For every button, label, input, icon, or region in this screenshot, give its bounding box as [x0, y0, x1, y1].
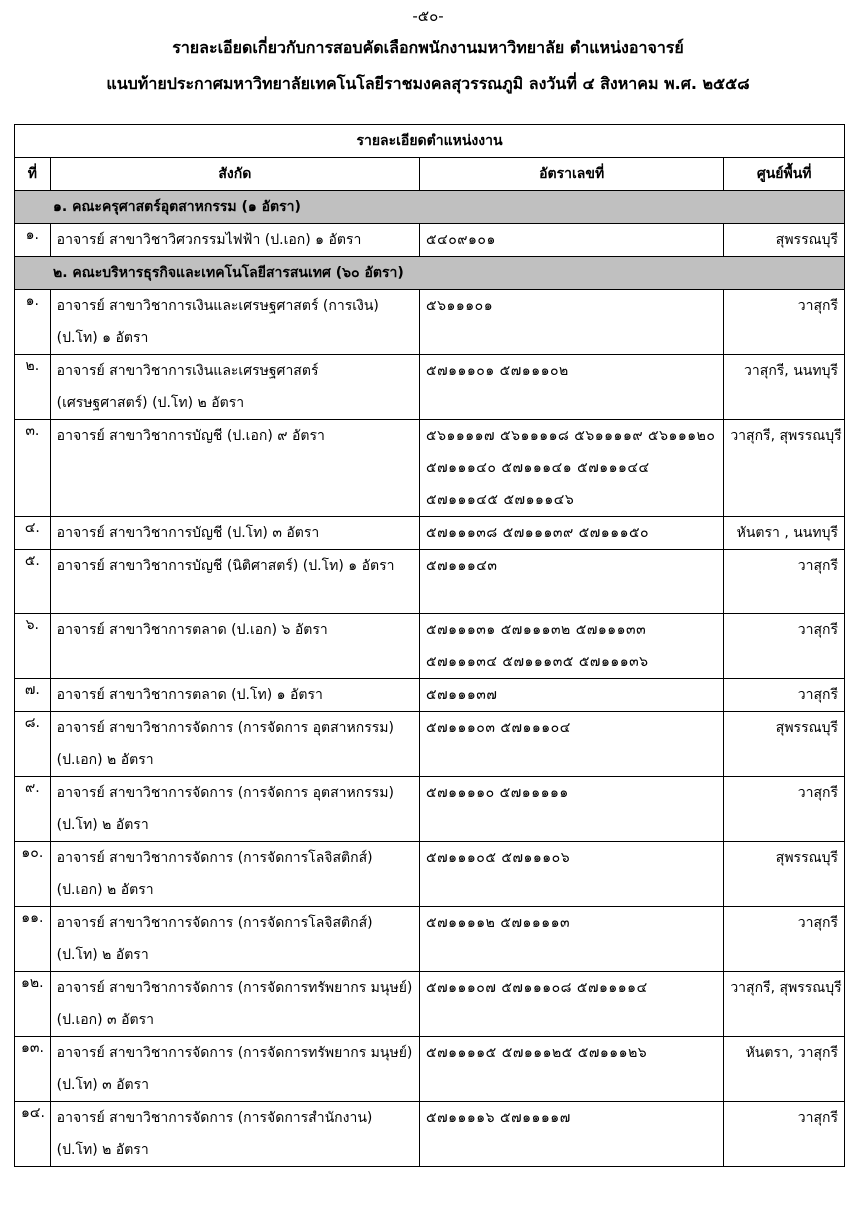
row-position-numbers: ๕๗๑๑๑๑๕ ๕๗๑๑๑๒๕ ๕๗๑๑๑๒๖	[420, 1037, 724, 1102]
table-row	[15, 842, 845, 907]
row-no: ๗.	[15, 679, 51, 712]
document-subtitle: แนบท้ายประกาศมหาวิทยาลัยเทคโนโลยีราชมงคลสุวรรณภูมิ ลงวันที่ ๔ สิงหาคม พ.ศ. ๒๕๕๘	[106, 74, 750, 93]
row-no: ๒.	[15, 355, 51, 420]
row-area: วาสุกรี	[724, 907, 845, 972]
positions-table	[14, 124, 845, 1167]
row-no: ๑๑.	[15, 907, 51, 972]
row-no: ๑๒.	[15, 972, 51, 1037]
table-row	[15, 1102, 845, 1167]
row-area: สุพรรณบุรี	[724, 224, 845, 257]
row-position-numbers: ๕๗๑๑๑๓๘ ๕๗๑๑๑๓๙ ๕๗๑๑๑๕๐	[420, 517, 724, 550]
row-no: ๘.	[15, 712, 51, 777]
row-no: ๑๔.	[15, 1102, 51, 1167]
row-position-numbers: ๕๗๑๑๑๑๒ ๕๗๑๑๑๑๓	[420, 907, 724, 972]
table-row	[15, 517, 845, 550]
row-no: ๑๐.	[15, 842, 51, 907]
table-row	[15, 420, 845, 517]
table-row	[15, 679, 845, 712]
row-area: วาสุกรี	[724, 777, 845, 842]
row-unit: อาจารย์ สาขาวิชาการเงินและเศรษฐศาสตร์ (เศรษฐศาสตร์) (ป.โท) ๒ อัตรา	[50, 355, 419, 420]
section-row	[15, 257, 845, 290]
table-header-row	[15, 158, 845, 191]
row-area: วาสุกรี	[724, 550, 845, 614]
table-row	[15, 355, 845, 420]
row-position-numbers: ๕๗๑๑๑๑๖ ๕๗๑๑๑๑๗	[420, 1102, 724, 1167]
table-row	[15, 614, 845, 679]
table-row	[15, 1037, 845, 1102]
row-no: ๖.	[15, 614, 51, 679]
row-position-numbers: ๕๗๑๑๑๐๗ ๕๗๑๑๑๐๘ ๕๗๑๑๑๑๔	[420, 972, 724, 1037]
section-row	[15, 191, 845, 224]
row-unit: อาจารย์ สาขาวิชาการตลาด (ป.เอก) ๖ อัตรา	[50, 614, 419, 679]
row-no: ๕.	[15, 550, 51, 614]
row-area: สุพรรณบุรี	[724, 842, 845, 907]
table-row	[15, 777, 845, 842]
row-position-numbers: ๕๗๑๑๑๔๓	[420, 550, 724, 614]
row-no: ๑.	[15, 224, 51, 257]
row-unit: อาจารย์ สาขาวิชาการจัดการ (การจัดการโลจิสติกส์) (ป.เอก) ๒ อัตรา	[50, 842, 419, 907]
table-caption: รายละเอียดตำแหน่งงาน	[15, 125, 845, 158]
row-unit: อาจารย์ สาขาวิชาการจัดการ (การจัดการโลจิสติกส์) (ป.โท) ๒ อัตรา	[50, 907, 419, 972]
row-position-numbers: ๕๗๑๑๑๐๑ ๕๗๑๑๑๐๒	[420, 355, 724, 420]
table-row	[15, 972, 845, 1037]
row-no: ๙.	[15, 777, 51, 842]
row-unit: อาจารย์ สาขาวิชาการจัดการ (การจัดการสำนักงาน) (ป.โท) ๒ อัตรา	[50, 1102, 419, 1167]
row-position-numbers: ๕๔๐๙๑๐๑	[420, 224, 724, 257]
row-area: วาสุกรี	[724, 1102, 845, 1167]
table-row	[15, 712, 845, 777]
row-unit: อาจารย์ สาขาวิชาการตลาด (ป.โท) ๑ อัตรา	[50, 679, 419, 712]
page-number: -๕๐-	[412, 7, 444, 25]
row-position-numbers: ๕๖๑๑๑๑๗ ๕๖๑๑๑๑๘ ๕๖๑๑๑๑๙ ๕๖๑๑๑๒๐ ๕๗๑๑๑๔๐ ๕๗๑๑๑๔๑ ๕๗๑๑๑๔๔ ๕๗๑๑๑๔๕ ๕๗๑๑๑๔๖	[420, 420, 724, 517]
row-position-numbers: ๕๗๑๑๑๓๑ ๕๗๑๑๑๓๒ ๕๗๑๑๑๓๓ ๕๗๑๑๑๓๔ ๕๗๑๑๑๓๕ ๕๗๑๑๑๓๖	[420, 614, 724, 679]
table-row	[15, 550, 845, 614]
row-area: หันตรา, วาสุกรี	[724, 1037, 845, 1102]
table-row	[15, 224, 845, 257]
section-label: ๑. คณะครุศาสตร์อุตสาหกรรม (๑ อัตรา)	[15, 191, 845, 224]
row-position-numbers: ๕๖๑๑๑๐๑	[420, 290, 724, 355]
header-position-numbers: อัตราเลขที่	[420, 158, 724, 191]
row-unit: อาจารย์ สาขาวิชาการจัดการ (การจัดการ อุตสาหกรรม) (ป.เอก) ๒ อัตรา	[50, 712, 419, 777]
header-no: ที่	[15, 158, 51, 191]
row-position-numbers: ๕๗๑๑๑๑๐ ๕๗๑๑๑๑๑	[420, 777, 724, 842]
row-area: หันตรา , นนทบุรี	[724, 517, 845, 550]
row-position-numbers: ๕๗๑๑๑๐๕ ๕๗๑๑๑๐๖	[420, 842, 724, 907]
header-unit: สังกัด	[50, 158, 419, 191]
table-caption-row	[15, 125, 845, 158]
row-unit: อาจารย์ สาขาวิชาการบัญชี (ป.โท) ๓ อัตรา	[50, 517, 419, 550]
document-title: รายละเอียดเกี่ยวกับการสอบคัดเลือกพนักงานมหาวิทยาลัย ตำแหน่งอาจารย์	[172, 38, 684, 57]
row-area: วาสุกรี, สุพรรณบุรี	[724, 420, 845, 517]
row-area: วาสุกรี	[724, 290, 845, 355]
table-row	[15, 907, 845, 972]
row-unit: อาจารย์ สาขาวิชาวิศวกรรมไฟฟ้า (ป.เอก) ๑ อัตรา	[50, 224, 419, 257]
header-area: ศูนย์พื้นที่	[724, 158, 845, 191]
row-unit: อาจารย์ สาขาวิชาการเงินและเศรษฐศาสตร์ (การเงิน) (ป.โท) ๑ อัตรา	[50, 290, 419, 355]
row-position-numbers: ๕๗๑๑๑๐๓ ๕๗๑๑๑๐๔	[420, 712, 724, 777]
table-row	[15, 290, 845, 355]
section-label: ๒. คณะบริหารธุรกิจและเทคโนโลยีสารสนเทศ (๖๐ อัตรา)	[15, 257, 845, 290]
row-position-numbers: ๕๗๑๑๑๓๗	[420, 679, 724, 712]
row-area: วาสุกรี	[724, 679, 845, 712]
row-no: ๓.	[15, 420, 51, 517]
row-no: ๔.	[15, 517, 51, 550]
row-area: วาสุกรี, นนทบุรี	[724, 355, 845, 420]
row-unit: อาจารย์ สาขาวิชาการบัญชี (ป.เอก) ๙ อัตรา	[50, 420, 419, 517]
row-area: สุพรรณบุรี	[724, 712, 845, 777]
row-area: วาสุกรี, สุพรรณบุรี	[724, 972, 845, 1037]
row-unit: อาจารย์ สาขาวิชาการจัดการ (การจัดการ อุตสาหกรรม) (ป.โท) ๒ อัตรา	[50, 777, 419, 842]
row-no: ๑.	[15, 290, 51, 355]
row-unit: อาจารย์ สาขาวิชาการจัดการ (การจัดการทรัพยากร มนุษย์) (ป.โท) ๓ อัตรา	[50, 1037, 419, 1102]
row-unit: อาจารย์ สาขาวิชาการจัดการ (การจัดการทรัพยากร มนุษย์) (ป.เอก) ๓ อัตรา	[50, 972, 419, 1037]
row-unit: อาจารย์ สาขาวิชาการบัญชี (นิติศาสตร์) (ป.โท) ๑ อัตรา	[50, 550, 419, 614]
row-no: ๑๓.	[15, 1037, 51, 1102]
row-area: วาสุกรี	[724, 614, 845, 679]
